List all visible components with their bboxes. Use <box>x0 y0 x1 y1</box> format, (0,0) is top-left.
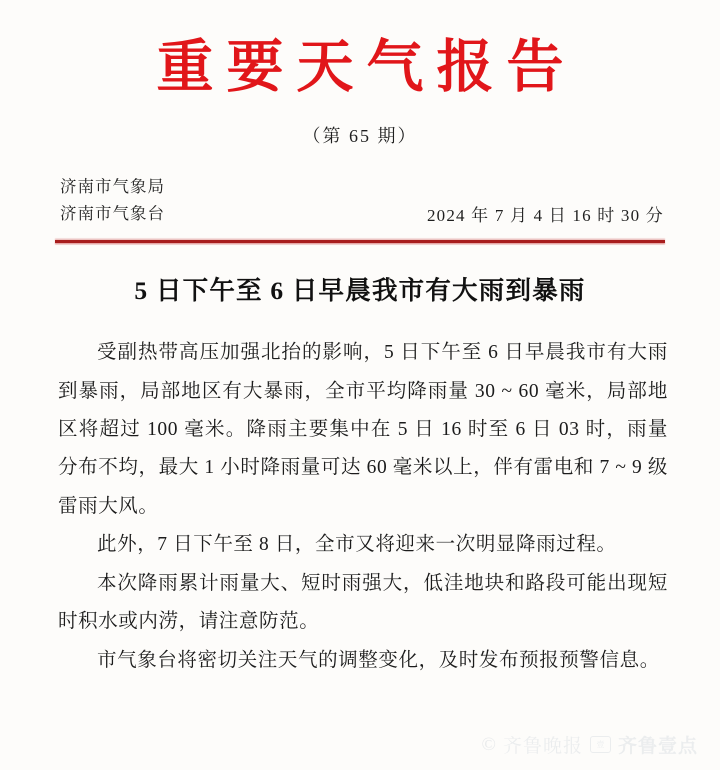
watermark-platform-name: 齐鲁壹点 <box>617 736 698 757</box>
issuing-authority <box>60 174 165 227</box>
issuer-observatory: 济南市气象台 <box>60 203 165 223</box>
copyright-icon: © <box>481 734 496 755</box>
document-meta <box>60 174 664 227</box>
issue-number: （第 65 期） <box>302 125 418 146</box>
headline: 5 日下午至 6 日早晨我市有大雨到暴雨 <box>134 276 586 306</box>
paragraph: 本次降雨累计雨量大、短时雨强大，低洼地块和路段可能出现短时积水或内涝，请注意防范。 <box>58 572 668 633</box>
watermark <box>482 731 698 758</box>
issuer-bureau: 济南市气象局 <box>60 176 165 196</box>
page-title: 重要天气报告 <box>156 36 577 99</box>
paragraph: 此外，7 日下午至 8 日，全市又将迎来一次明显降雨过程。 <box>97 534 617 556</box>
masthead <box>0 0 720 100</box>
body-copy <box>58 334 668 680</box>
issue-datetime: 2024 年 7 月 4 日 16 时 30 分 <box>426 206 664 226</box>
paragraph: 受副热带高压加强北抬的影响，5 日下午至 6 日早晨我市有大雨到暴雨，局部地区有大暴雨，全市平均降雨量 30 ~ 60 毫米，局部地区将超过 100 毫米。降雨主要集中在 5 日 16 时至 6 日 03 时，雨量分布不均，最大 1 小时降雨量可达 60 毫米以上，伴有雷电和 7 ~ 9 级雷雨大风。 <box>58 342 668 517</box>
paragraph: 市气象台将密切关注天气的调整变化，及时发布预报预警信息。 <box>97 649 660 671</box>
watermark-source-name: 齐鲁晚报 <box>502 736 583 757</box>
platform-badge-icon: 壹 <box>590 736 611 753</box>
header-divider <box>55 240 665 243</box>
